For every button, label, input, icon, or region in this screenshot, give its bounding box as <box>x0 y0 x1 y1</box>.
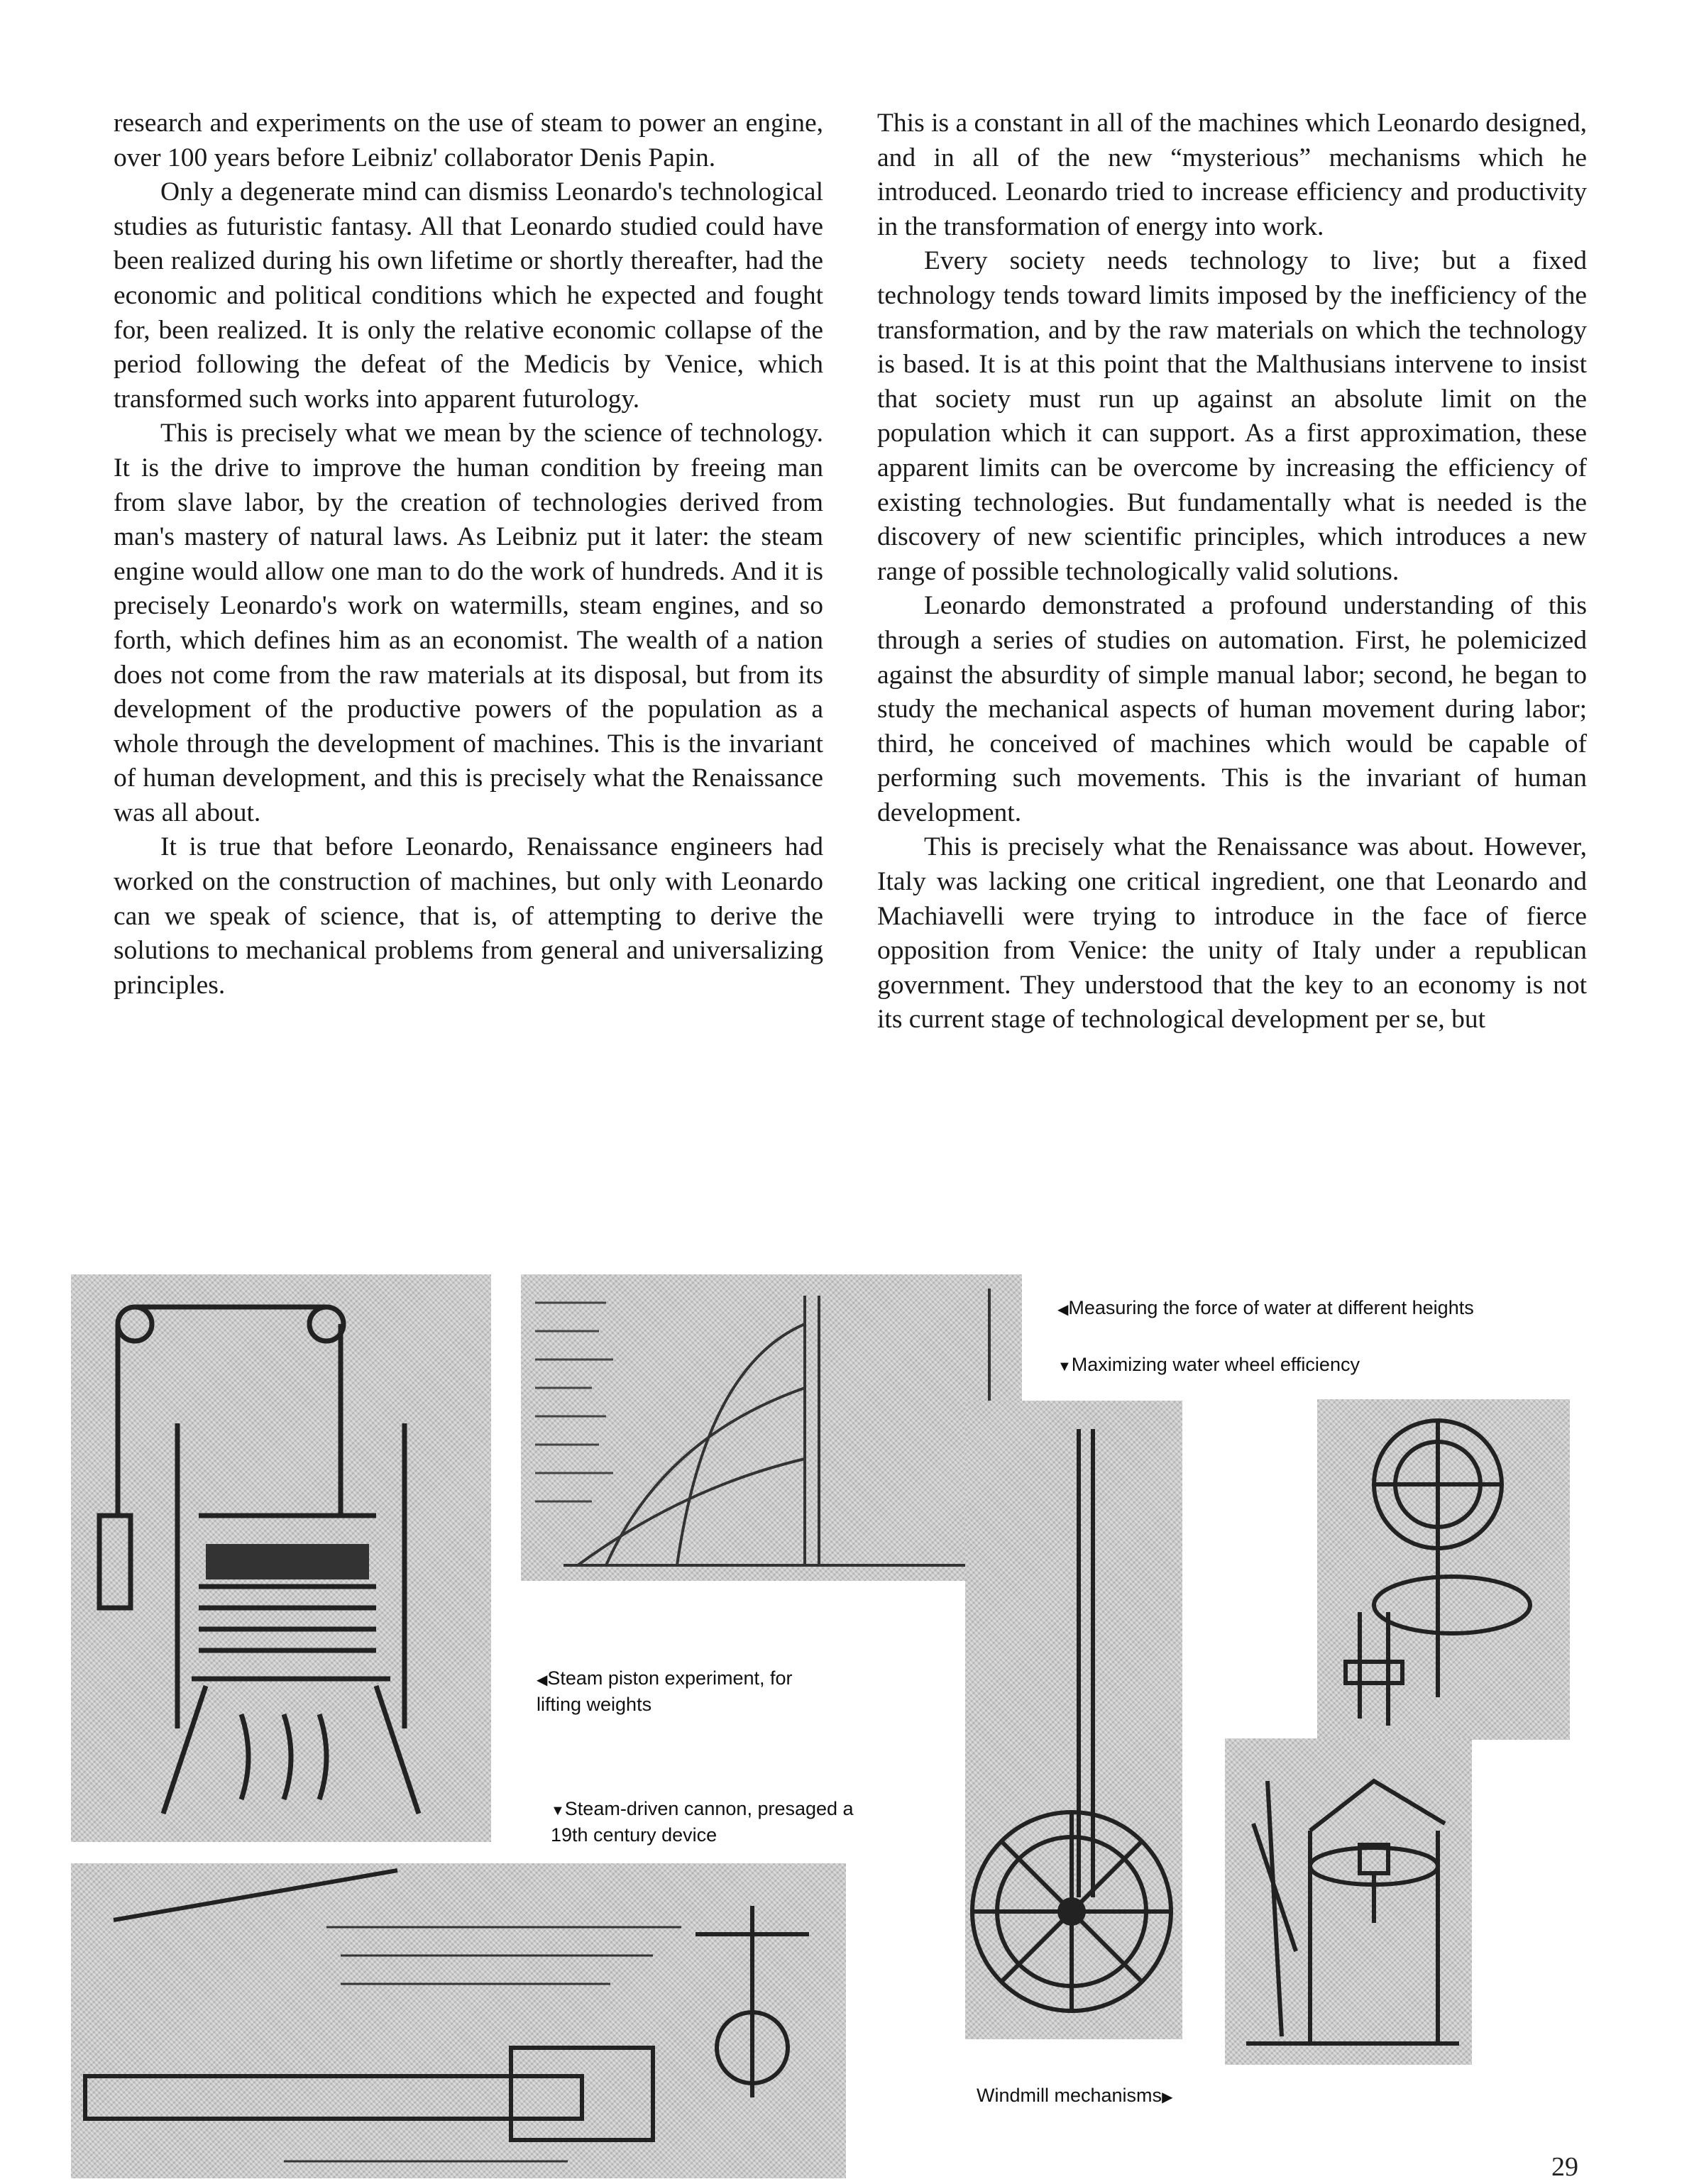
steam-cannon-sketch <box>71 1863 846 2178</box>
left-arrow-icon: ◀ <box>537 1672 548 1688</box>
steam-piston-sketch <box>71 1274 491 1842</box>
paragraph: This is precisely what we mean by the science of technology. It is the drive to improve the human condition by freeing man from slave labor, by the creation of technologies derived from man's mastery of natural laws. As Leibniz put it later: the steam engine would allow one man to do the work of hundreds. And it is precisely Leonardo's work on watermills, steam engines, and so forth, which defines him as an economist. The wealth of a nation does not come from the raw materials at its disposal, but from its development of the productive powers of the population as a whole through the development of machines. This is the invariant of human development, and this is precisely what the Renaissance was all about. <box>114 419 823 827</box>
paragraph: This is a constant in all of the machines which Leonardo designed, and in all of the new “mysterious” mechanisms which he introduced. Leonardo tried to increase efficiency and productivity in the transformation of energy into work. <box>877 109 1587 241</box>
paragraph: This is precisely what the Renaissance was about. However, Italy was lacking one critical ingredient, one that Leonardo and Machiavelli were trying to introduce in the face of fierce opposition from Venice: the unity of Italy under a republican government. They understood that the key to an economy is not its current stage of technological development per se, but <box>877 832 1587 1035</box>
right-arrow-icon: ▶ <box>1162 2090 1173 2105</box>
right-column <box>877 106 1587 1037</box>
paragraph: Every society needs technology to live; but a fixed technology tends toward limits imposed by the inefficiency of the transformation, and by the raw materials on which the technology is based. It is at this point that the Malthusians intervene to insist that society must run up against an absolute limit on the population which it can support. As a first approximation, these apparent limits can be overcome by increasing the efficiency of existing technologies. But fundamentally what is needed is the discovery of new scientific principles, which introduces a new range of possible technologically valid solutions. <box>877 246 1587 586</box>
caption-water-wheel: ▼Maximizing water wheel efficiency <box>1057 1354 1360 1375</box>
windmill-sketch <box>1225 1738 1472 2065</box>
left-column <box>114 106 823 1003</box>
caption-steam-piston: ◀Steam piston experiment, for lifting weights <box>537 1667 793 1715</box>
gear-mechanism-sketch <box>1317 1399 1570 1740</box>
paragraph: research and experiments on the use of steam to power an engine, over 100 years before Leibniz' collaborator Denis Papin. <box>114 109 823 172</box>
paragraph: Only a degenerate mind can dismiss Leonardo's technological studies as futuristic fantasy. All that Leonardo studied could have been realized during his own lifetime or shortly thereafter, had the economic and political conditions which he expected and fought for, been realized. It is only the relative economic collapse of the period following the defeat of the Medicis by Venice, which transformed such works into apparent futurology. <box>114 177 823 414</box>
down-arrow-icon: ▼ <box>1057 1359 1072 1374</box>
page-number: 29 <box>1551 2152 1578 2182</box>
caption-windmill: Windmill mechanisms▶ <box>977 2085 1173 2106</box>
paragraph: It is true that before Leonardo, Renaissance engineers had worked on the construction of machines, but only with Leonardo can we speak of science, that is, of attempting to derive the solutions to mechanical problems from general and universalizing principles. <box>114 832 823 1000</box>
left-arrow-icon: ◀ <box>1057 1302 1069 1318</box>
caption-water-force: ◀Measuring the force of water at different heights <box>1057 1297 1474 1318</box>
caption-steam-cannon: ▼Steam-driven cannon, presaged a 19th century device <box>551 1798 854 1846</box>
down-arrow-icon: ▼ <box>551 1803 565 1819</box>
paragraph: Leonardo demonstrated a profound understanding of this through a series of studies on automation. First, he polemicized against the absurdity of simple manual labor; second, he began to study the mechanical aspects of human movement during labor; third, he conceived of machines which would be capable of performing such movements. This is the invariant of human development. <box>877 591 1587 827</box>
water-wheel-sketch <box>965 1401 1182 2039</box>
water-force-sketch <box>521 1274 1022 1581</box>
